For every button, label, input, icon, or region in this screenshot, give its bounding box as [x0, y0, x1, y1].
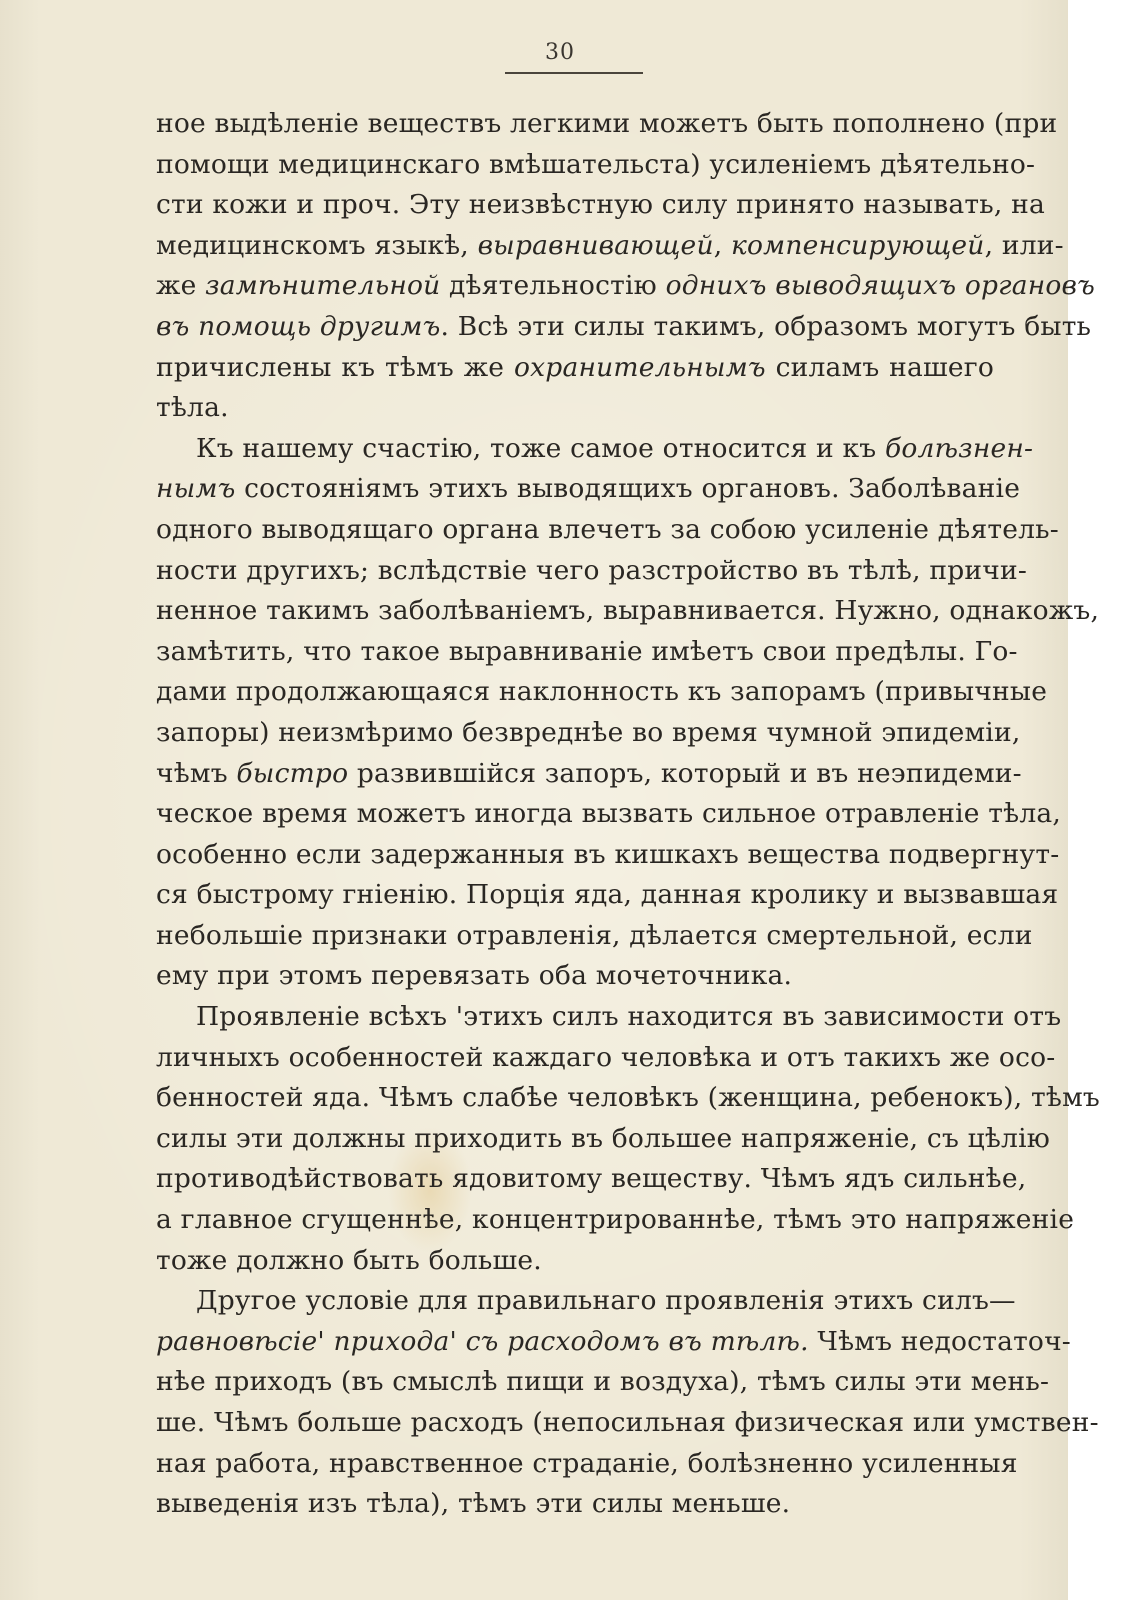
text-run: ся быстрому гніенію. Порція яда, данная кролику и вызвавшая — [156, 879, 1059, 911]
text-run: тѣла. — [156, 392, 229, 424]
text-line — [156, 835, 1060, 876]
text-run: ности другихъ; вслѣдствіе чего разстройство въ тѣлѣ, причи- — [156, 554, 1027, 586]
text-line — [156, 510, 1059, 551]
text-run: Другое условіе для правильнаго проявленія этихъ силъ— — [196, 1285, 1016, 1317]
text-run: состояніямъ этихъ выводящихъ органовъ. Заболѣваніе — [235, 473, 1021, 505]
text-run: Чѣмъ недостаточ- — [808, 1325, 1071, 1357]
text-line — [156, 348, 994, 389]
text-run: небольшіе признаки отравленія, дѣлается смертельной, если — [156, 919, 1033, 951]
text-line — [156, 1281, 1016, 1322]
text-run: бенностей яда. Чѣмъ слабѣе человѣкъ (женщина, ребенокъ), тѣмъ — [156, 1082, 1100, 1114]
italic-run: нымъ — [156, 473, 236, 505]
text-line — [156, 1403, 1099, 1444]
text-line — [156, 997, 1062, 1038]
text-run: ненное такимъ заболѣваніемъ, выравнивается. Нужно, однакожъ, — [156, 595, 1100, 627]
text-run: ' — [449, 1325, 466, 1357]
text-run: причислены къ тѣмъ же — [156, 351, 514, 383]
text-run: сти кожи и проч. Эту неизвѣстную силу принято называть, на — [156, 189, 1045, 221]
text-run: , — [713, 229, 731, 261]
text-run: ше. Чѣмъ больше расходъ (непосильная физическая или умствен- — [156, 1407, 1099, 1438]
text-run: дами продолжающаяся наклонность къ запорамъ (привычные — [156, 676, 1048, 708]
text-line — [156, 875, 1059, 916]
text-run: противодѣйствовать ядовитому веществу. Чѣмъ ядъ сильнѣе, — [156, 1163, 1027, 1195]
text-run: личныхъ особенностей каждаго человѣка и отъ такихъ же осо- — [156, 1041, 1056, 1073]
italic-run: въ помощь другимъ — [156, 310, 441, 342]
italic-run: съ расходомъ въ тѣлѣ. — [465, 1325, 809, 1357]
text-line — [156, 632, 1018, 673]
italic-run: однихъ выводящихъ органовъ — [665, 270, 1096, 302]
text-line — [156, 1444, 1018, 1485]
text-run: выведенія изъ тѣла), тѣмъ эти силы меньше. — [156, 1488, 791, 1520]
text-line — [156, 185, 1045, 226]
text-run: ему при этомъ перевязать оба мочеточника. — [156, 960, 793, 992]
text-run: же — [156, 270, 206, 302]
header-rule — [505, 72, 643, 74]
text-run: нѣе приходъ (въ смыслѣ пищи и воздуха), тѣмъ силы эти мень- — [156, 1366, 1050, 1398]
text-line — [156, 1200, 1075, 1241]
italic-run: болѣзнен- — [884, 432, 1034, 464]
italic-run: выравнивающей — [477, 229, 714, 261]
text-run: особенно если задержанныя въ кишкахъ вещества подвергнут- — [156, 838, 1060, 870]
text-line — [156, 1322, 1071, 1363]
text-line — [156, 226, 1064, 267]
italic-run: быстро — [236, 757, 349, 789]
text-run: , или- — [984, 229, 1064, 261]
text-run: тоже должно быть больше. — [156, 1244, 542, 1276]
text-run: ' — [317, 1325, 334, 1357]
text-run: ное выдѣленіе веществъ легкими можетъ быть пополнено (при — [156, 108, 1058, 139]
italic-run: компенсирующей — [730, 229, 985, 261]
text-line — [156, 672, 1048, 713]
text-line — [156, 266, 1096, 307]
text-line — [156, 1038, 1056, 1079]
text-line — [156, 591, 1100, 632]
text-line — [156, 1119, 1051, 1160]
text-line — [156, 388, 994, 429]
text-run: дѣятельностію — [440, 270, 666, 302]
text-line — [156, 429, 1034, 470]
text-line — [156, 956, 994, 997]
text-run: одного выводящаго органа влечетъ за собою усиленіе дѣятель- — [156, 513, 1059, 545]
text-line — [156, 551, 1027, 592]
text-run: . Всѣ эти силы такимъ, образомъ могутъ быть — [440, 310, 1092, 342]
text-run: развившійся запоръ, который и въ неэпидеми- — [348, 757, 1022, 789]
text-run: Проявленіе всѣхъ 'этихъ силъ находится въ зависимости отъ — [196, 1001, 1062, 1033]
text-run: замѣтить, что такое выравниваніе имѣетъ свои предѣлы. Го- — [156, 635, 1018, 667]
text-line — [156, 1078, 1100, 1119]
text-line — [156, 754, 1022, 795]
text-line — [156, 1362, 1050, 1403]
italic-run: прихода — [333, 1325, 450, 1357]
text-run: а главное сгущеннѣе, концентрированнѣе, тѣмъ это напряженіе — [156, 1204, 1075, 1236]
text-line — [156, 1241, 994, 1282]
text-line — [156, 104, 1058, 145]
text-run: запоры) неизмѣримо безвреднѣе во время чумной эпидеміи, — [156, 716, 1021, 748]
text-run: медицинскомъ языкѣ, — [156, 229, 478, 261]
text-line — [156, 145, 1036, 186]
italic-run: охранительнымъ — [513, 351, 766, 383]
text-line — [156, 1484, 994, 1525]
text-run: силамъ нашего — [765, 351, 994, 383]
text-line — [156, 794, 1061, 835]
text-run: Къ нашему счастію, тоже самое относится и къ — [196, 432, 885, 464]
text-line — [156, 713, 1021, 754]
text-line — [156, 469, 1021, 510]
text-run: ная работа, нравственное страданіе, болѣзненно усиленныя — [156, 1447, 1018, 1479]
text-run: ческое время можетъ иногда вызвать сильное отравленіе тѣла, — [156, 798, 1061, 830]
text-line — [156, 307, 1092, 348]
body-text — [156, 104, 1100, 1525]
text-run: чѣмъ — [156, 757, 237, 789]
text-line — [156, 916, 1033, 957]
page-number: 30 — [545, 40, 575, 65]
text-line — [156, 1159, 1027, 1200]
italic-run: замѣнительной — [205, 270, 441, 302]
text-run: помощи медицинскаго вмѣшательста) усиленіемъ дѣятельно- — [156, 148, 1036, 180]
italic-run: равновѣсіе — [156, 1325, 318, 1357]
text-run: силы эти должны приходить въ большее напряженіе, съ цѣлію — [156, 1122, 1051, 1154]
